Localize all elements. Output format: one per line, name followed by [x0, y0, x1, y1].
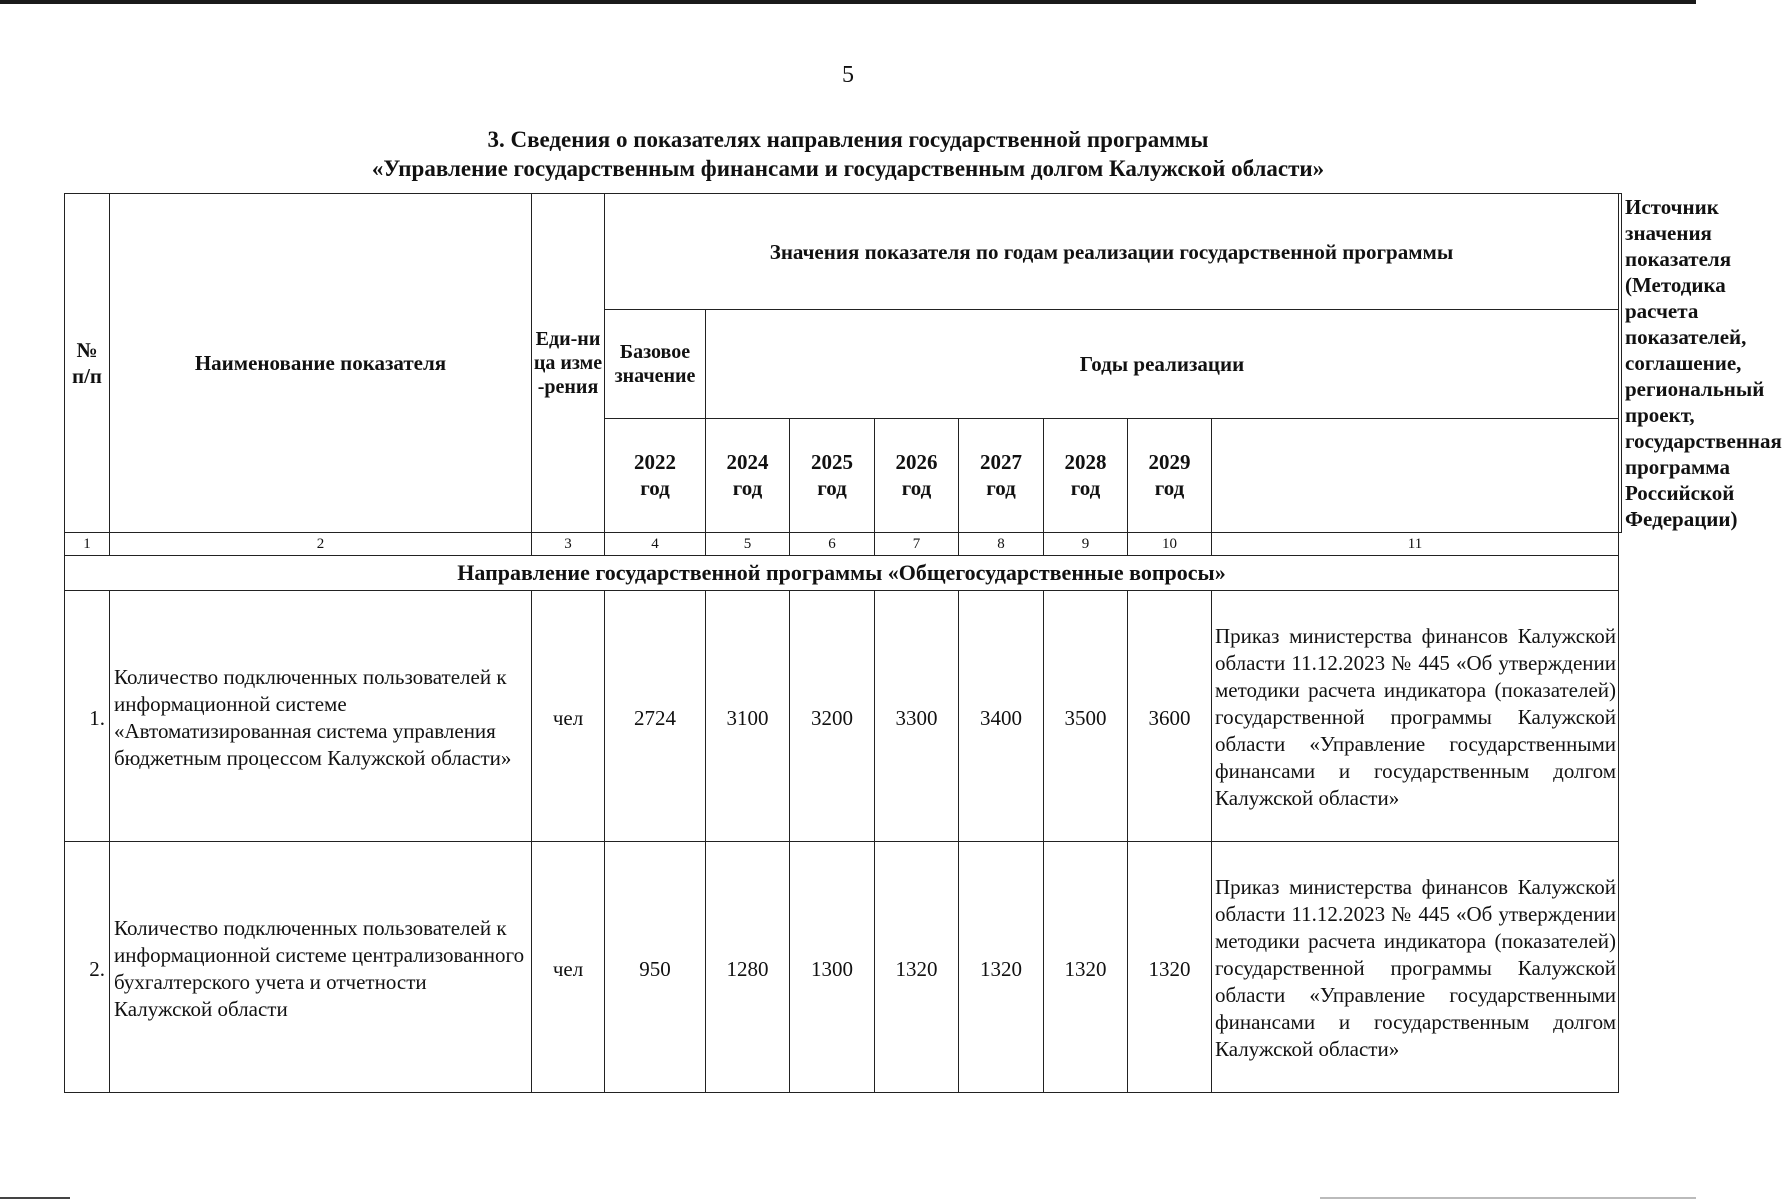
indicator-name: Количество подключенных пользователей к информационной системе централизованного бухгалтерского учета и отчетности Калужской области: [110, 842, 532, 1093]
column-number: 11: [1212, 533, 1619, 556]
column-number: 8: [959, 533, 1044, 556]
column-number: 10: [1128, 533, 1212, 556]
value-cell: 1300: [790, 842, 875, 1093]
value-cell: 950: [605, 842, 706, 1093]
top-edge-rule: [0, 0, 1696, 4]
table-row: [65, 842, 1622, 1093]
year-header: 2029 год: [1128, 418, 1212, 532]
page-number: 5: [842, 62, 854, 88]
value-cell: 3300: [875, 591, 959, 842]
value-cell: 2724: [605, 591, 706, 842]
year-header: 2028 год: [1044, 418, 1128, 532]
value-cell: 3500: [1044, 591, 1128, 842]
source-cell: Приказ министерства финансов Калужской области 11.12.2023 № 445 «Об утверждении методики расчета индикатора (показателей) государственной программы Калужской области «Управление государственными финансами и государственным долгом Калужской области»: [1212, 842, 1619, 1093]
value-cell: 1320: [1044, 842, 1128, 1093]
column-number: 7: [875, 533, 959, 556]
unit-cell: чел: [532, 842, 605, 1093]
header-years-group: Годы реализации: [706, 310, 1619, 418]
value-cell: 1320: [875, 842, 959, 1093]
header-name: Наименование показателя: [110, 194, 532, 533]
year-header: 2026 год: [875, 418, 959, 532]
indicators-table: [64, 193, 1782, 1093]
document-title: [0, 125, 1696, 183]
year-header: 2022 год: [605, 418, 706, 532]
value-cell: 3400: [959, 591, 1044, 842]
section-row: [65, 556, 1622, 591]
header-values-group: Значения показателя по годам реализации государственной программы: [605, 194, 1619, 310]
table-row: [65, 591, 1622, 842]
header-source: Источник значения показателя (Методика расчета показателей, соглашение, региональный проект, государственная программа Российской Федерации): [1619, 194, 1622, 533]
column-number: 2: [110, 533, 532, 556]
title-line-2: «Управление государственным финансами и государственным долгом Калужской области»: [371, 156, 1325, 181]
scan-edge-mark: [0, 1197, 70, 1199]
row-index: 1.: [65, 591, 110, 842]
column-number: 1: [65, 533, 110, 556]
column-number: 9: [1044, 533, 1128, 556]
unit-cell: чел: [532, 591, 605, 842]
column-number: 6: [790, 533, 875, 556]
column-number: 3: [532, 533, 605, 556]
value-cell: 3600: [1128, 591, 1212, 842]
row-index: 2.: [65, 842, 110, 1093]
title-line-1: 3. Сведения о показателях направления государственной программы: [487, 127, 1209, 152]
value-cell: 1280: [706, 842, 790, 1093]
header-num: № п/п: [65, 194, 110, 533]
scan-edge-mark: [1320, 1197, 1696, 1199]
year-header: 2025 год: [790, 418, 875, 532]
year-header: 2027 год: [959, 418, 1044, 532]
column-number: 4: [605, 533, 706, 556]
year-header: 2024 год: [706, 418, 790, 532]
header-unit: Еди-ница изме-рения: [532, 194, 605, 533]
column-number: 5: [706, 533, 790, 556]
value-cell: 3100: [706, 591, 790, 842]
section-title: Направление государственной программы «Общегосударственные вопросы»: [65, 556, 1619, 591]
value-cell: 1320: [959, 842, 1044, 1093]
source-cell: Приказ министерства финансов Калужской области 11.12.2023 № 445 «Об утверждении методики расчета индикатора (показателей) государственной программы Калужской области «Управление государственными финансами и государственным долгом Калужской области»: [1212, 591, 1619, 842]
value-cell: 3200: [790, 591, 875, 842]
header-base-value: Базовое значение: [605, 310, 706, 418]
column-numbers-row: [65, 533, 1622, 556]
value-cell: 1320: [1128, 842, 1212, 1093]
indicator-name: Количество подключенных пользователей к информационной системе «Автоматизированная система управления бюджетным процессом Калужской области»: [110, 591, 532, 842]
